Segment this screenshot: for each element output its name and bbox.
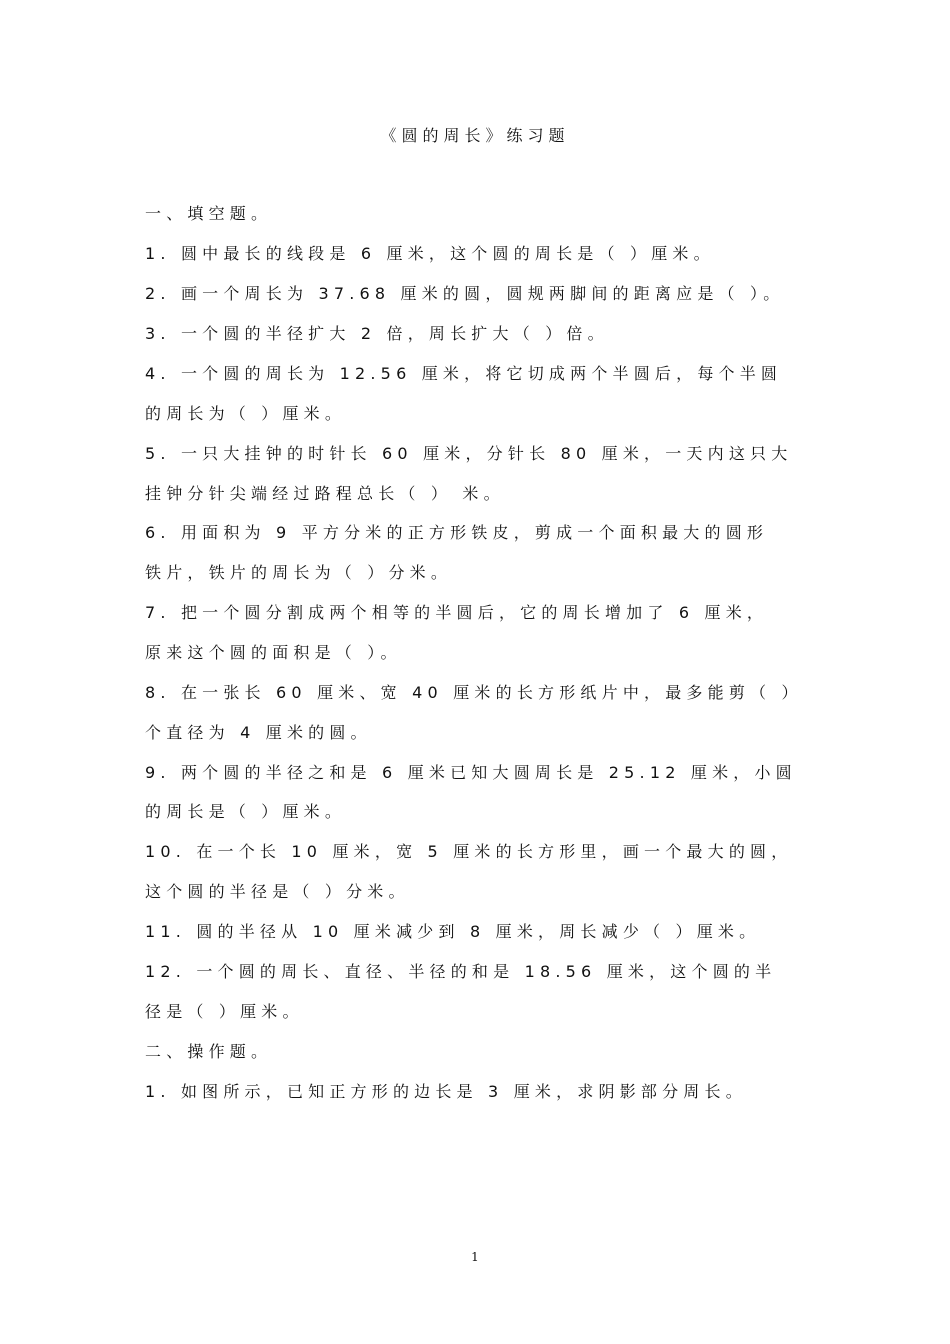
question-line: 1. 如图所示，已知正方形的边长是 3 厘米，求阴影部分周长。 [145, 1082, 747, 1101]
question-line: 12. 一个圆的周长、直径、半径的和是 18.56 厘米，这个圆的半 [145, 962, 777, 981]
question-line: 8. 在一张长 60 厘米、宽 40 厘米的长方形纸片中，最多能剪（ ） [145, 683, 803, 702]
page-number: 1 [471, 1250, 479, 1264]
question-line: 4. 一个圆的周长为 12.56 厘米，将它切成两个半圆后，每个半圆 [145, 364, 783, 383]
section-heading-fill-in: 一、填空题。 [145, 204, 273, 223]
question-line: 径是（ ）厘米。 [145, 1002, 304, 1021]
question-line: 铁片，铁片的周长为（ ）分米。 [145, 563, 453, 582]
document-title: 《圆的周长》练习题 [380, 126, 570, 145]
question-line: 的周长是（ ）厘米。 [145, 802, 347, 821]
question-line: 11. 圆的半径从 10 厘米减少到 8 厘米，周长减少（ ）厘米。 [145, 922, 761, 941]
question-line: 的周长为（ ）厘米。 [145, 404, 347, 423]
question-line: 9. 两个圆的半径之和是 6 厘米已知大圆周长是 25.12 厘米，小圆 [145, 763, 797, 782]
question-line: 6. 用面积为 9 平方分米的正方形铁皮，剪成一个面积最大的圆形 [145, 523, 769, 542]
question-line: 挂钟分针尖端经过路程总长（ ） 米。 [145, 484, 505, 503]
section-heading-operation: 二、操作题。 [145, 1042, 273, 1061]
question-line: 2. 画一个周长为 37.68 厘米的圆，圆规两脚间的距离应是（ ）。 [145, 284, 785, 303]
question-line: 10. 在一个长 10 厘米，宽 5 厘米的长方形里，画一个最大的圆， [145, 842, 793, 861]
question-line: 原来这个圆的面积是（ ）。 [145, 643, 402, 662]
question-line: 3. 一个圆的半径扩大 2 倍，周长扩大（ ）倍。 [145, 324, 609, 343]
question-line: 7. 把一个圆分割成两个相等的半圆后，它的周长增加了 6 厘米， [145, 603, 769, 622]
question-line: 5. 一只大挂钟的时针长 60 厘米，分针长 80 厘米，一天内这只大 [145, 444, 793, 463]
question-line: 1. 圆中最长的线段是 6 厘米，这个圆的周长是（ ）厘米。 [145, 244, 715, 263]
question-line: 这个圆的半径是（ ）分米。 [145, 882, 410, 901]
question-line: 个直径为 4 厘米的圆。 [145, 723, 372, 742]
